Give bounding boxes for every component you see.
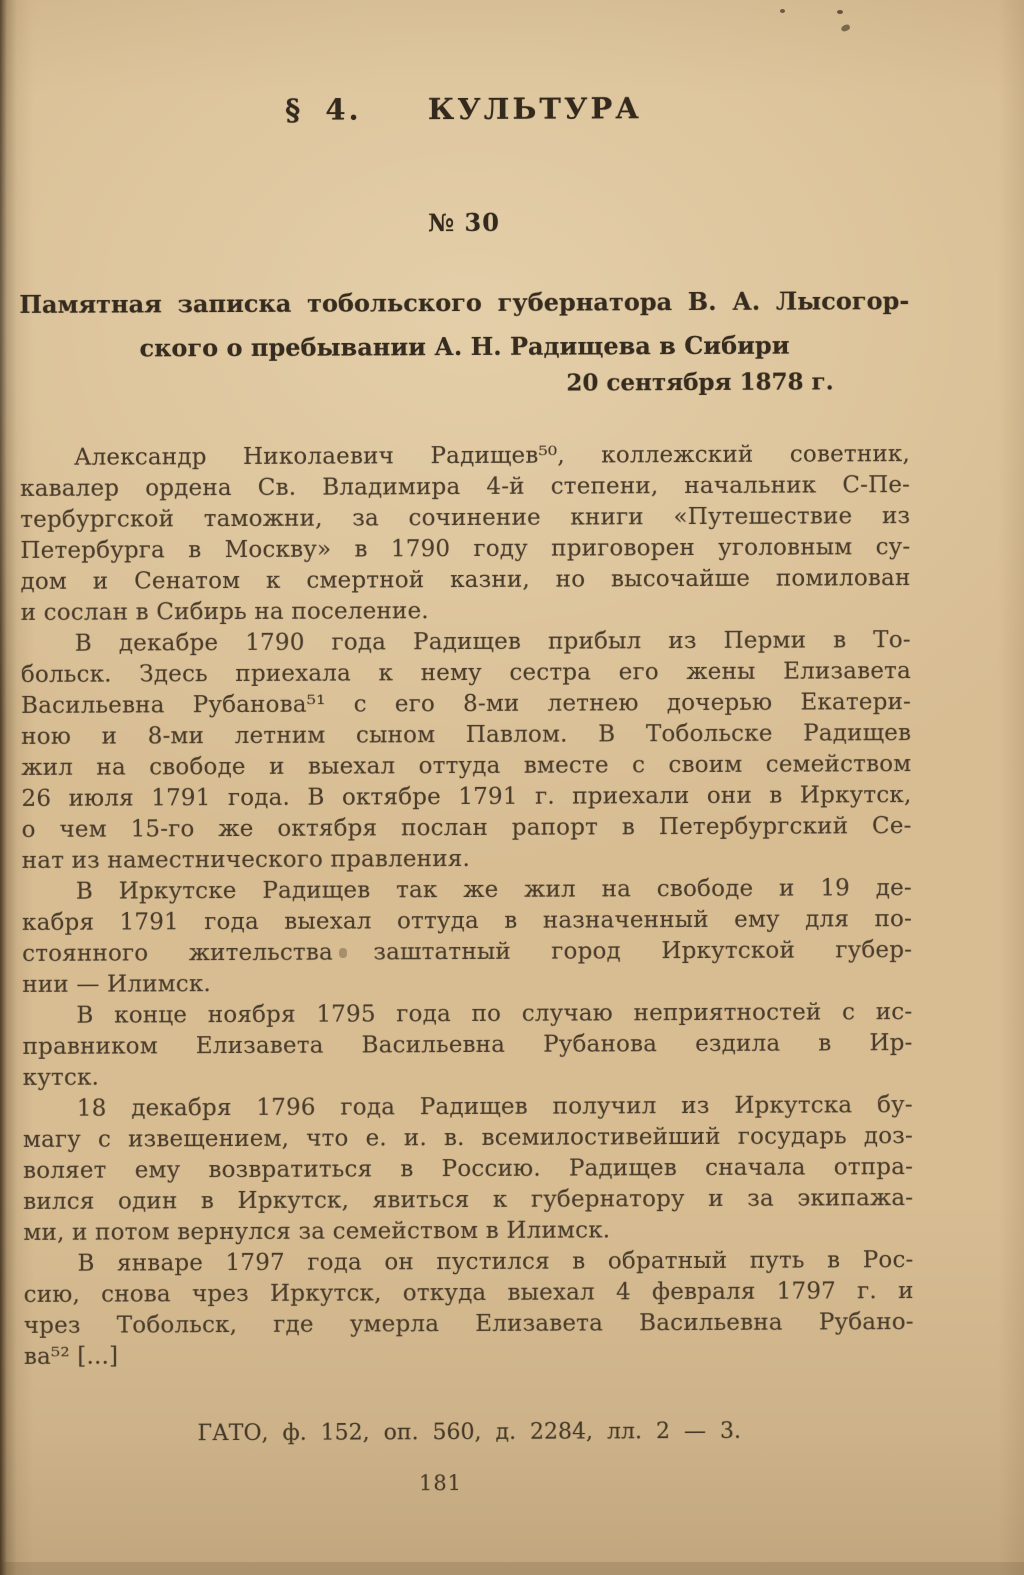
text-line: Петербурга в Москву» в 1790 году приговорен уголовным су- bbox=[20, 534, 911, 564]
ink-speck bbox=[837, 10, 843, 14]
document-number: № 30 bbox=[427, 207, 500, 238]
ink-speck bbox=[840, 24, 851, 33]
text-line: 18 декабря 1796 года Радищев получил из Иркутска бу- bbox=[76, 1092, 913, 1122]
page-bottom-shadow bbox=[0, 1562, 1024, 1575]
text-line: чрез Тобольск, где умерла Елизавета Васильевна Рубано- bbox=[23, 1309, 914, 1339]
text-line: В конце ноября 1795 года по случаю неприятностей с ис- bbox=[76, 999, 913, 1029]
text-line: В январе 1797 года он пустился в обратный путь в Рос- bbox=[77, 1247, 914, 1277]
document-date: 20 сентября 1878 г. bbox=[566, 368, 834, 397]
text-line: воляет ему возвратиться в Россию. Радищев сначала отпра- bbox=[23, 1154, 914, 1184]
text-line: нат из наместнического правления. bbox=[21, 845, 471, 874]
text-line: тербургской таможни, за сочинение книги «Путешествие из bbox=[20, 503, 911, 533]
text-line: нии — Илимск. bbox=[22, 971, 212, 998]
text-line: стоянного жительства заштатный город Иркутской губер- bbox=[22, 937, 913, 967]
text-line: о чем 15-го же октября послан рапорт в Петербургский Се- bbox=[21, 813, 912, 843]
page-number: 181 bbox=[418, 1471, 463, 1496]
text-line: кавалер ордена Св. Владимира 4-й степени, начальник С-Пе- bbox=[20, 472, 911, 502]
text-line: В декабре 1790 года Радищев прибыл из Перми в То- bbox=[74, 627, 911, 657]
ink-speck bbox=[780, 9, 785, 13]
text-line: 26 июля 1791 года. В октябре 1791 г. приехали они в Иркутск, bbox=[21, 782, 912, 812]
text-line: правником Елизавета Васильевна Рубанова ездила в Ир- bbox=[22, 1030, 913, 1060]
text-line: ва⁵² [...] bbox=[23, 1343, 119, 1370]
text-line: кутск. bbox=[22, 1064, 100, 1091]
text-line: Александр Николаевич Радищев⁵⁰, коллежский советник, bbox=[73, 441, 911, 471]
document-body bbox=[20, 439, 914, 1373]
text-line: кабря 1791 года выехал оттуда в назначенный ему для по- bbox=[21, 906, 913, 936]
text-line: вился один в Иркутск, явиться к губернатору и за экипажа- bbox=[23, 1185, 914, 1215]
text-line: сию, снова чрез Иркутск, откуда выехал 4 февраля 1797 г. и bbox=[23, 1278, 914, 1308]
text-line: дом и Сенатом к смертной казни, но высочайше помилован bbox=[20, 565, 911, 595]
text-line: Васильевна Рубанова⁵¹ с его 8-ми летнею дочерью Екатери- bbox=[21, 689, 912, 719]
text-line: и сослан в Сибирь на поселение. bbox=[20, 598, 429, 626]
archive-reference: ГАТО, ф. 152, оп. 560, д. 2284, лл. 2 — 3. bbox=[197, 1418, 742, 1447]
text-line: ною и 8-ми летним сыном Павлом. В Тобольске Радищев bbox=[21, 720, 912, 750]
page-content bbox=[18, 0, 914, 1496]
document-title-line: ского о пребывании А. Н. Радищева в Сибири bbox=[139, 330, 790, 363]
document-title-line: Памятная записка тобольского губернатора В. А. Лысогор- bbox=[19, 286, 910, 319]
text-line: жил на свободе и выехал оттуда вместе с своим семейством bbox=[21, 751, 912, 781]
text-line: ми, и потом вернулся за семейством в Илимск. bbox=[23, 1217, 611, 1246]
text-line: больск. Здесь приехала к нему сестра его жены Елизавета bbox=[20, 658, 911, 688]
text-line: магу с извещением, что е. и. в. всемилостивейший государь доз- bbox=[22, 1123, 914, 1153]
text-line: В Иркутске Радищев так же жил на свободе и 19 де- bbox=[75, 875, 912, 905]
section-header: § 4. КУЛЬТУРА bbox=[284, 91, 642, 127]
document-title bbox=[19, 279, 909, 371]
